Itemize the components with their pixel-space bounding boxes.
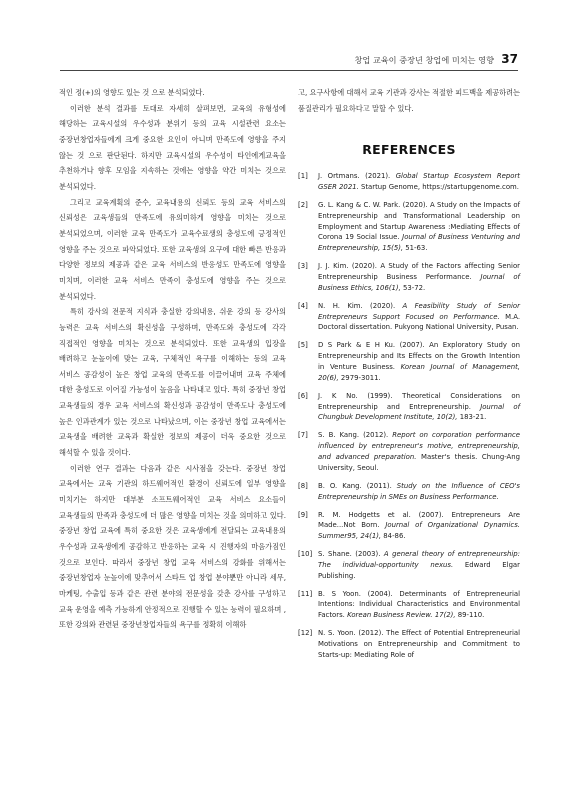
reference-item — [298, 200, 520, 254]
body-paragraph: 고, 요구사항에 대해서 교육 기관과 강사는 적절한 피드백을 제공하려는 품질관리가 필요하다고 말할 수 있다. — [298, 88, 520, 113]
reference-item — [298, 171, 520, 193]
reference-text: J. Ortmans. (2021). Global Startup Ecosystem Report GSER 2021. Startup Genome, https://startupgenome.com. — [318, 172, 521, 192]
reference-number: [4] — [298, 301, 308, 310]
reference-number: [12] — [298, 629, 313, 638]
reference-item — [298, 481, 520, 503]
reference-number: [11] — [298, 589, 313, 598]
reference-number: [3] — [298, 262, 308, 271]
references-heading: REFERENCES — [362, 142, 456, 158]
reference-number: [2] — [298, 201, 308, 210]
reference-text: J. J. Kim. (2020). A Study of the Factors affecting Senior Entrepreneurship Business Performance. Journal of Business Ethics, 106(1), 53-72. — [318, 262, 520, 292]
reference-item — [298, 589, 520, 621]
reference-text: D S Park & E H Ku. (2007). An Exploratory Study on Entrepreneurship and Its Effects on the Growth Intention in Venture Business. Korean Journal of Management, 20(6), 2979-3011. — [318, 341, 520, 382]
body-paragraph: 특히 강사의 전문적 지식과 충실한 강의내용, 쉬운 강의 등 강사의 능력은 교육 서비스의 확신성을 구성하며, 만족도와 충성도에 각각 직접적인 영향을 미치는 것으로 분석되었다. 또한 교육생의 입장을 배려하고 눈높이에 맞는 교육, 구체적인 욕구를 이해하는 등의 교육 서비스 공감성이 높은 창업 교육의 만족도를 이끌어내며 교육 주체에 대한 충성도로 이어질 가능성이 높음을 나타내고 있다. 특히 중장년 창업 교육생들의 경우 교육 서비스의 확신성과 공감성이 만족도나 충성도에 높은 인과관계가 있는 것으로 나타났으며, 이는 중장년 창업 교육에서는 교육생을 배려한 교육과 확실한 정보의 제공이 더욱 중요한 것으로 해석할 수 있을 것이다. — [59, 307, 286, 458]
reference-item — [298, 301, 520, 333]
reference-number: [6] — [298, 391, 308, 400]
reference-number: [5] — [298, 341, 308, 350]
reference-number: [7] — [298, 431, 308, 440]
reference-item — [298, 261, 520, 293]
reference-item — [298, 510, 520, 542]
reference-text: S. B. Kang. (2012). Report on corporation performance influenced by entrepreneur's motive, entrepreneurship, and advanced preparation. Master's thesis. Chung-Ang University, Seoul. — [318, 431, 521, 472]
right-column — [298, 85, 520, 668]
reference-item — [298, 391, 520, 423]
reference-text: R. M. Hodgetts et al. (2007). Entrepreneurs Are Made...Not Born. Journal of Organizational Dynamics. Summer95, 24(1), 84-86. — [318, 510, 520, 541]
reference-item — [298, 430, 520, 473]
body-paragraph: 이러한 연구 결과는 다음과 같은 시사점을 갖는다. 중장년 창업 교육에서는 교육 기관의 하드웨어적인 환경이 신뢰도에 일부 영향을 미치기는 하지만 대부분 소프트웨어적인 교육 서비스 요소들이 교육생들의 만족과 충성도에 더 많은 영향을 미치는 것을 의미하고 있다. 중장년 창업 교육에 특히 중요한 것은 교육생에게 전달되는 교육내용의 우수성과 교육생에게 공감하고 반응하는 교육 시 진행자의 마음가짐인 것으로 보인다. 따라서 중장년 창업 교육 서비스의 강화를 위해서는 중장년창업자 눈높이에 맞추어서 스타트 업 창업 분야뿐만 아니라 세무, 마케팅, 수출입 등과 같은 관련 분야의 전문성을 갖춘 강사를 구성하고 교육 운영을 예측 가능하게 안정적으로 진행할 수 있는 능력이 필요하며 , 또한 강의와 관련된 중장년창업자들의 욕구를 정확히 이해하 — [59, 463, 286, 630]
reference-item — [298, 340, 520, 383]
reference-text: N. H. Kim. (2020). A Feasibility Study of Senior Entrepreneurs Support Focused on Performance. M.A. Doctoral dissertation. Pukyong National University, Pusan. — [318, 301, 521, 332]
body-paragraph: 그리고 교육계획의 준수, 교육내용의 신뢰도 등의 교육 서비스의 신뢰성은 교육생들의 만족도에 유의미하게 영향을 미치는 것으로 분석되었으며, 이러한 교육 만족도가 교육수료생의 충성도에 긍정적인 영향을 주는 것으로 파악되었다. 또한 교육생의 요구에 대한 빠른 반응과 다양한 정보의 제공과 같은 교육 서비스의 반응성도 만족도에 영향을 미치며, 이러한 교육 서비스 만족이 충성도에 영향을 주는 것으로 분석되었다. — [59, 197, 286, 301]
running-header — [60, 52, 518, 72]
running-title: 창업 교육이 중장년 창업에 미치는 영향 — [354, 55, 494, 65]
reference-text: G. L. Kang & C. W. Park. (2020). A Study on the Impacts of Entrepreneurship and Transformational Leadership on Employment and Startup Awareness :Mediating Effects of Corona 19 Social Issue. Journal of Business Venturing and Entrepreneurship, 15(5), 51-63. — [318, 201, 520, 253]
reference-number: [8] — [298, 481, 308, 490]
reference-item — [298, 549, 520, 581]
body-paragraph: 이러한 분석 결과를 토대로 자세히 살펴보면, 교육의 유형성에 해당하는 교육시설의 우수성과 분위기 등의 교육 시설관련 요소는 중장년창업자들에게 크게 중요한 요인이 아니며 만족도에 영향을 주지 않는 것 으로 판단된다. 하지만 교육시설의 우수성이 타인에게교육을 추천하거나 향후 모임을 지속하는 것에는 영향을 약간 미치는 것으로 분석되었다. — [59, 103, 286, 191]
header-rule — [60, 70, 518, 71]
reference-text: N. S. Yoon. (2012). The Effect of Potential Entrepreneurial Motivations on Entrepreneurship and Commitment to Starts-up: Mediating Role of — [318, 629, 520, 659]
reference-text: B. S Yoon. (2004). Determinants of Entrepreneurial Intentions: Individual Characteristics and Environmental Factors. Korean Business Review. 17(2), 89-110. — [318, 589, 520, 620]
reference-text: J. K No. (1999). Theoretical Considerations on Entrepreneurship and Entrepreneurship. Journal of Chungbuk Development Institute, 10(2), 183-21. — [318, 391, 520, 422]
reference-list — [298, 171, 520, 660]
reference-text: B. O. Kang. (2011). Study on the Influence of CEO's Entrepreneurship in SMEs on Business Performance. — [318, 481, 520, 501]
reference-text: S. Shane. (2003). A general theory of entrepreneurship: The individual-opportunity nexus. Edward Elgar Publishing. — [318, 550, 521, 580]
reference-number: [1] — [298, 172, 308, 181]
reference-item — [298, 628, 520, 660]
page-number: 37 — [501, 52, 518, 66]
reference-number: [9] — [298, 510, 308, 519]
reference-number: [10] — [298, 550, 313, 559]
left-column — [59, 85, 286, 633]
body-paragraph: 적인 정(+)의 영향도 있는 것 으로 분석되었다. — [59, 88, 205, 97]
